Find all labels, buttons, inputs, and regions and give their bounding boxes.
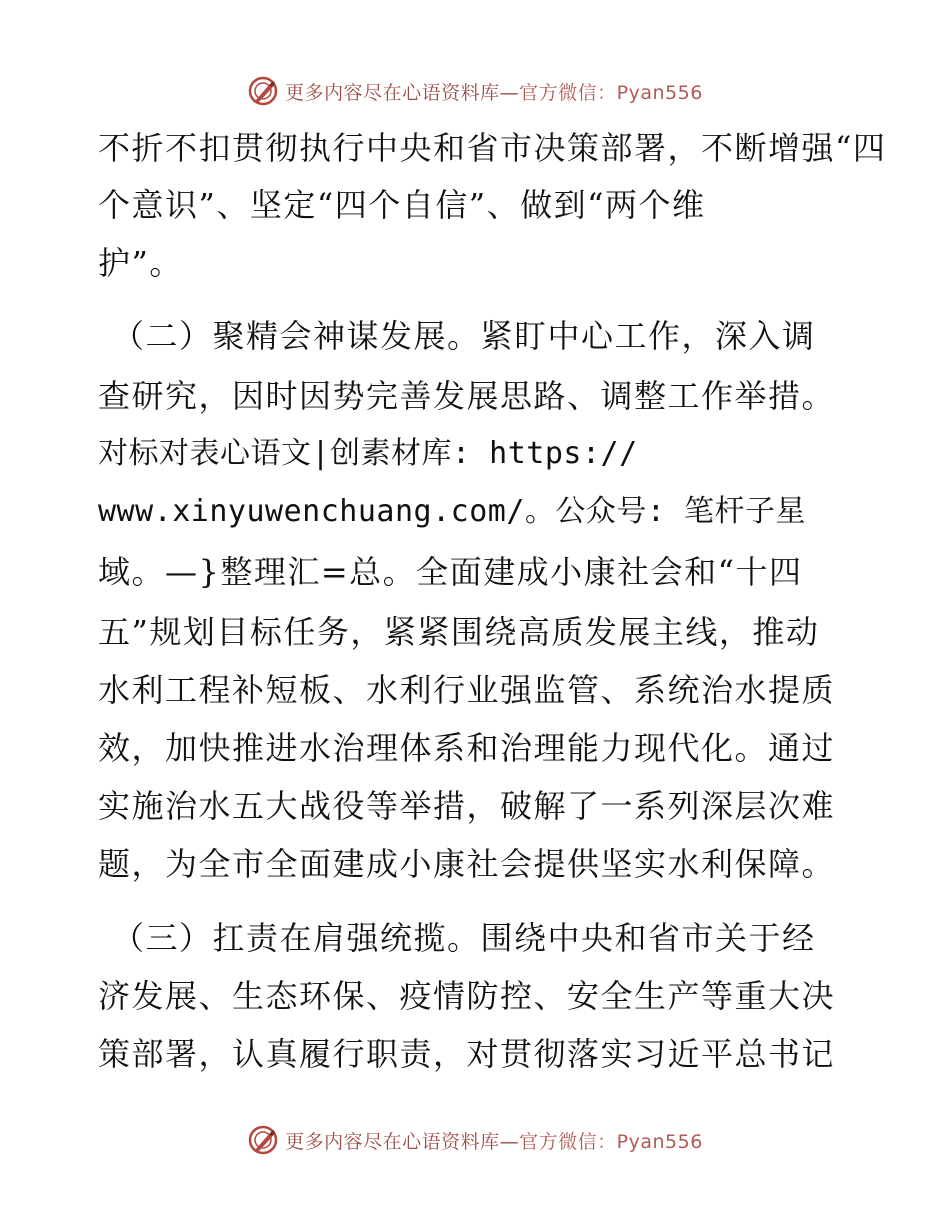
footer-watermark-banner	[0, 1120, 950, 1160]
body-line: 对标对表心语文|创素材库: https://	[98, 436, 638, 471]
body-line: 五”规划目标任务，紧紧围绕高质发展主线，推动	[98, 613, 820, 651]
body-line: 题，为全市全面建成小康社会提供坚实水利保障。	[98, 845, 836, 883]
body-line: 实施治水五大战役等举措，破解了一系列深层次难	[98, 787, 836, 825]
footer-banner-text: 更多内容尽在心语资料库—官方微信：Pyan556	[285, 1130, 703, 1153]
body-line: 水利工程补短板、水利行业强监管、系统治水提质	[98, 671, 836, 709]
body-line: 效，加快推进水治理体系和治理能力现代化。通过	[98, 729, 836, 767]
body-line: 个意识”、坚定“四个自信”、做到“两个维	[98, 186, 706, 224]
body-line: （三）扛责在肩强统揽。围绕中央和省市关于经	[112, 919, 816, 957]
body-line: 策部署，认真履行职责，对贯彻落实习近平总书记	[98, 1035, 836, 1073]
body-line: 域。—}整理汇=总。全面建成小康社会和“十四	[98, 553, 803, 591]
body-line: 护”。	[98, 244, 183, 282]
body-line: www.xinyuwenchuang.com/。公众号: 笔杆子星	[98, 494, 807, 529]
pen-logo-icon	[247, 1124, 279, 1156]
header-banner-text: 更多内容尽在心语资料库—官方微信：Pyan556	[285, 81, 703, 104]
body-line: （二）聚精会神谋发展。紧盯中心工作，深入调	[112, 317, 816, 355]
body-line: 查研究，因时因势完善发展思路、调整工作举措。	[98, 377, 836, 415]
body-line: 济发展、生态环保、疫情防控、安全生产等重大决	[98, 977, 836, 1015]
body-line: 不折不扣贯彻执行中央和省市决策部署，不断增强“四	[98, 129, 887, 167]
